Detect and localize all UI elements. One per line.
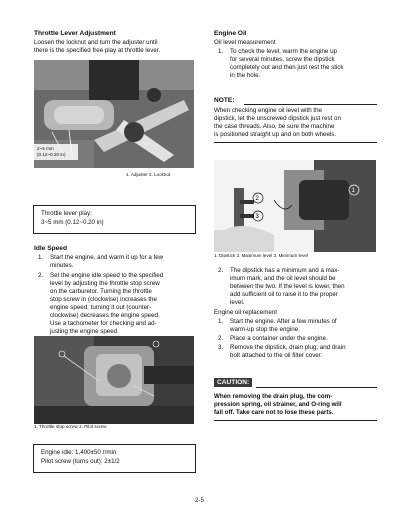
idle-step-1-line: minutes.: [50, 262, 74, 269]
oil-heading: Engine Oil: [214, 30, 247, 37]
carburetor-photo: [34, 336, 194, 424]
throttle-play-label-in: (0.12~0.20 in): [37, 152, 66, 157]
oil-step-1-line: completely out and then just rest the stick: [230, 64, 344, 71]
idle-step-2-line: engine speed; turning it out (counter-: [50, 304, 152, 311]
oil-replacement-heading: Engine oil replacement: [214, 309, 277, 316]
oil-step-2-line: level.: [230, 299, 245, 306]
carburetor-photo-caption: 1. Throttle stop screw 2. Pilot screw: [34, 424, 107, 429]
oil-subheading: Oil level measurement: [214, 39, 276, 46]
note-line: the case threads. Also, be sure the machine: [214, 123, 335, 130]
note-rule: [244, 104, 377, 105]
oil-step-1-line: for several minutes, screw the dipstick: [230, 56, 335, 63]
replace-step-3-line: Remove the dipstick, drain plug, and drain: [230, 344, 346, 351]
idle-step-2-line: Set the engine idle speed to the specified: [50, 272, 164, 279]
replace-step-2-line: Place a container under the engine.: [230, 335, 328, 342]
oil-step-2-line: imum mark, and the oil level should be: [230, 275, 336, 282]
caution-label: CAUTION:: [214, 378, 252, 387]
throttle-spec-line2: 3~5 mm (0.12~0.20 in): [41, 219, 104, 226]
idle-spec-line2: Pilot screw (turns out): 2±1/2: [41, 458, 120, 465]
dipstick-illustration: [214, 160, 376, 252]
note-text: [214, 107, 379, 139]
oil-step-2-num: 2.: [218, 267, 224, 274]
replace-step-3-num: 3.: [218, 344, 224, 351]
note-line: dipstick, let the unscrewed dipstick just rest on: [214, 115, 341, 122]
replace-step-1-num: 1.: [218, 318, 224, 325]
throttle-play-label-mm: 2~5 mm: [37, 146, 54, 151]
idle-spec-box: [33, 444, 196, 473]
idle-step-2-line: stop screw in (clockwise) increases the: [50, 296, 157, 303]
oil-step-1-line: in the hole.: [230, 72, 261, 79]
idle-spec-line1: Engine idle: 1,400±50 r/min: [41, 449, 117, 456]
throttle-text-line2: there is the specified free play at throttle lever.: [34, 47, 161, 54]
idle-step-2-line: level by adjusting the throttle stop screw: [50, 280, 160, 287]
replace-step-3-line: bolt attached to the oil filter cover.: [230, 352, 323, 359]
replace-step-1-line: warm-up stop the engine.: [230, 326, 300, 333]
oil-step-1-num: 1.: [218, 48, 224, 55]
replace-step-1-line: Start the engine. After a few minutes of: [230, 318, 337, 325]
dipstick-photo-caption: 1. Dipstick 2. Maximum level 3. Minimum level: [214, 253, 308, 258]
throttle-text-line1: Loosen the locknut and turn the adjuster until: [34, 39, 158, 46]
note-label: NOTE:: [214, 97, 235, 104]
caution-text: [214, 393, 380, 417]
idle-heading: Idle Speed: [34, 245, 67, 252]
svg-text:3: 3: [255, 214, 259, 220]
idle-step-2-line: clockwise) decreases the engine speed.: [50, 312, 160, 319]
throttle-heading: Throttle Lever Adjustment: [34, 30, 116, 37]
dipstick-photo: [214, 160, 376, 252]
caution-rule: [256, 387, 377, 388]
page-number: 2-5: [195, 497, 204, 504]
idle-step-2-line: on the carburetor. Turning the throttle: [50, 288, 152, 295]
idle-step-1-num: 1.: [38, 254, 44, 261]
caution-line: fall off. Take care not to lose these parts.: [214, 409, 334, 416]
oil-step-2-line: add sufficient oil to raise it to the proper: [230, 291, 338, 298]
svg-text:2: 2: [255, 196, 259, 202]
throttle-spec-line1: Throttle lever play:: [41, 210, 92, 217]
idle-step-2-line: Use a tachometer for checking and ad-: [50, 320, 157, 327]
throttle-photo-caption: 1. Adjuster 2. Locknut: [126, 172, 171, 177]
idle-step-2-line: justing the engine speed.: [50, 328, 119, 335]
carburetor-illustration: [34, 336, 194, 424]
replace-step-2-num: 2.: [218, 335, 224, 342]
caution-bottom-rule: [214, 420, 377, 421]
caution-line: When removing the drain plug, the com-: [214, 393, 333, 400]
throttle-spec-box: [33, 205, 196, 234]
note-line: When checking engine oil level with the: [214, 107, 323, 114]
idle-step-2-num: 2.: [38, 272, 44, 279]
note-line: is positioned straight up and on both wheels.: [214, 131, 337, 138]
oil-step-2-line: between the two. If the level is lower, then: [230, 283, 345, 290]
throttle-lever-photo: [34, 60, 194, 168]
svg-text:1: 1: [351, 188, 355, 194]
oil-step-2-line: The dipstick has a minimum and a max-: [230, 267, 340, 274]
note-bottom-rule: [214, 142, 377, 143]
caution-line: pression spring, oil strainer, and O-ring will: [214, 401, 342, 408]
idle-step-1-line: Start the engine, and warm it up for a few: [50, 254, 164, 261]
oil-step-1-line: To check the level, warm the engine up: [230, 48, 337, 55]
